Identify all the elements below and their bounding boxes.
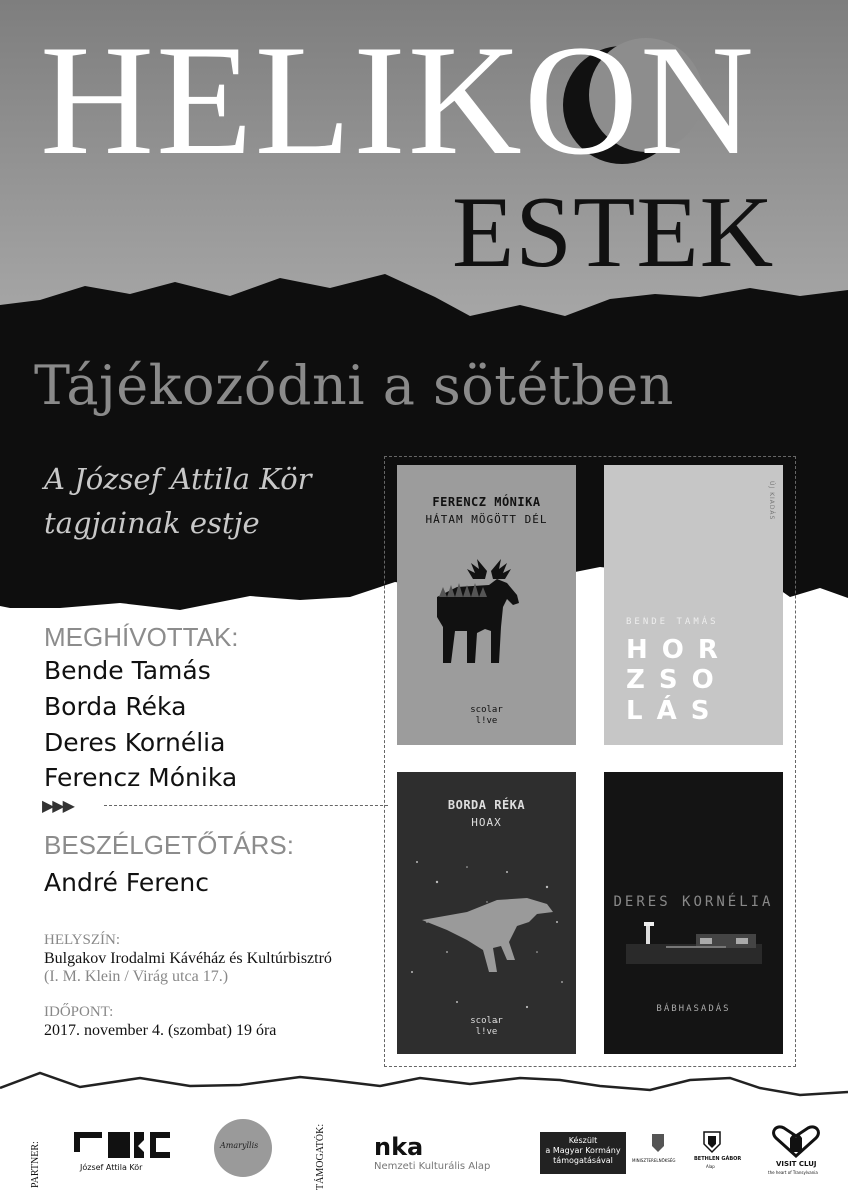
publisher-line: scolar	[470, 705, 503, 715]
moose-icon	[427, 557, 547, 667]
book-author: BORDA RÉKA	[447, 798, 526, 812]
bethlen-sub: Alap	[706, 1164, 715, 1169]
publisher-line: l!ve	[475, 1026, 498, 1037]
book-title: BÁBHASADÁS	[656, 1004, 731, 1014]
publisher-line: l!ve	[475, 715, 498, 726]
title-estek: ESTEK	[452, 176, 775, 289]
dashed-divider	[104, 805, 388, 806]
invited-name: Deres Kornélia	[44, 728, 226, 757]
invited-name: Ferencz Mónika	[44, 763, 238, 792]
visit-cluj-logo	[766, 1124, 826, 1184]
event-subtitle-line1: A József Attila Kör	[44, 462, 312, 496]
venue-address: (I. M. Klein / Virág utca 17.)	[44, 968, 229, 985]
supporters-label: TÁMOGATÓK:	[315, 1123, 326, 1190]
jak-logo-text: József Attila Kör	[80, 1163, 143, 1172]
night-scene-image	[626, 914, 762, 964]
arrows-icon: ▶▶▶	[42, 798, 73, 815]
book-title: HOAX	[471, 816, 502, 829]
jak-logo	[72, 1130, 172, 1170]
book-spine-text: ÚJ KIADÁS	[768, 481, 775, 521]
nka-logo	[374, 1135, 490, 1172]
venue-label: HELYSZÍN:	[44, 932, 120, 948]
bethlen-text: BETHLEN GÁBOR	[694, 1156, 742, 1162]
nka-logo-text: Nemzeti Kulturális Alap	[374, 1161, 491, 1172]
book-cover-ferencz	[397, 465, 576, 745]
title-helikon	[40, 13, 820, 188]
heart-castle-icon	[766, 1124, 826, 1158]
publisher-line: scolar	[470, 1016, 503, 1026]
govt-line: támogatásával	[553, 1156, 613, 1165]
amaryllis-logo	[214, 1119, 272, 1177]
time-label: IDŐPONT:	[44, 1004, 114, 1020]
shield-icon	[690, 1130, 734, 1154]
government-support-badge	[540, 1132, 626, 1174]
book-title: HÁTAM MÖGÖTT DÉL	[425, 513, 548, 526]
book-publisher	[397, 1016, 576, 1038]
book-author: FERENCZ MÓNIKA	[432, 495, 541, 509]
book-title-line: HOR	[626, 635, 732, 665]
time-value: 2017. november 4. (szombat) 19 óra	[44, 1022, 277, 1039]
book-author: BENDE TAMÁS	[626, 617, 719, 627]
book-cover-deres	[604, 772, 783, 1054]
govt-line: a Magyar Kormány	[545, 1146, 621, 1155]
conversation-partner-name: André Ferenc	[44, 868, 209, 897]
ministry-logo	[632, 1130, 684, 1174]
title-helikon-text: HELIKON	[40, 13, 757, 188]
event-subtitle-line2: tagjainak estje	[44, 506, 260, 540]
book-cover-bende	[604, 465, 783, 745]
book-title-block	[626, 635, 732, 726]
nka-logo-mark: nka	[374, 1133, 424, 1161]
ministry-text: MINISZTERELNÖKSÉG	[632, 1158, 676, 1163]
coat-of-arms-icon	[632, 1130, 684, 1156]
invited-name: Borda Réka	[44, 692, 187, 721]
visit-cluj-sub: the heart of Transylvania	[768, 1170, 818, 1175]
book-cover-borda	[397, 772, 576, 1054]
starfield-background	[397, 772, 576, 1054]
footer-mountain-line	[0, 1073, 848, 1095]
book-title-line: LÁS	[626, 695, 724, 726]
book-title-line: ZSO	[626, 665, 728, 696]
govt-line: Készült	[568, 1136, 598, 1145]
visit-cluj-text: VISIT CLUJ	[776, 1160, 817, 1168]
jak-logo-icon	[72, 1130, 172, 1160]
partner-label: PARTNER:	[30, 1141, 41, 1188]
book-author: DERES KORNÉLIA	[613, 894, 774, 910]
amaryllis-logo-text: Amaryllis	[220, 1141, 259, 1150]
conversation-heading: BESZÉLGETŐTÁRS:	[44, 830, 294, 860]
invited-name: Bende Tamás	[44, 656, 211, 685]
book-publisher	[397, 705, 576, 727]
venue-name: Bulgakov Irodalmi Kávéház és Kultúrbisztró	[44, 950, 332, 967]
invited-heading: MEGHÍVOTTAK:	[44, 622, 239, 652]
bethlen-logo	[690, 1130, 742, 1174]
event-title: Tájékozódni a sötétben	[34, 354, 674, 417]
